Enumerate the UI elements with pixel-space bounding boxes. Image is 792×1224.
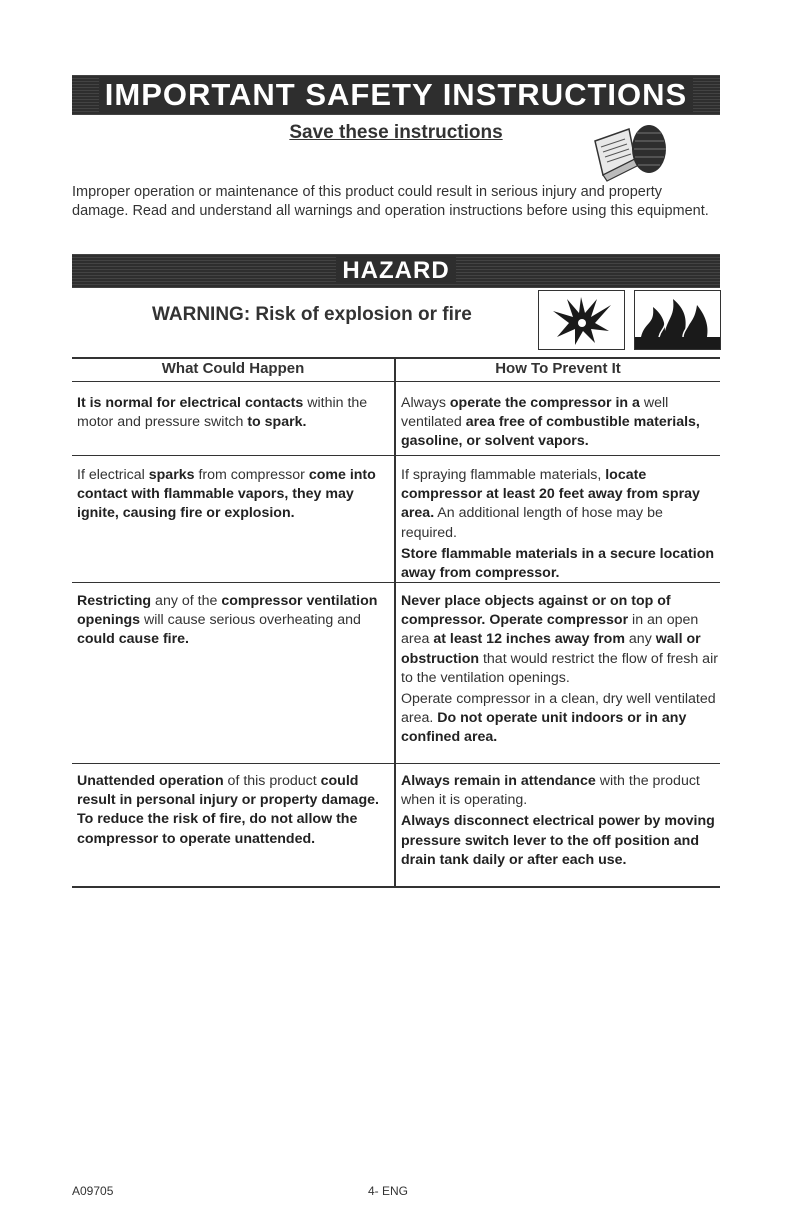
bold-text: at least 12 inches away from — [433, 631, 625, 648]
bold-text: operate the compressor in a — [449, 395, 640, 411]
table-cell-what — [77, 466, 389, 526]
bold-text: Always disconnect electrical power by moving pressure switch lever to the off position and drain tank daily or after each use. — [401, 813, 715, 868]
bold-text: It is normal for electrical contacts — [77, 395, 304, 411]
text: Operate compressor in a clean, dry well ventilated area. — [401, 691, 716, 727]
bold-text: sparks — [148, 467, 195, 483]
bold-text: could cause fire. — [77, 631, 189, 648]
bold-text: Never place objects against or on top of compressor. Operate compressor — [401, 593, 671, 629]
cell-paragraph — [401, 545, 719, 583]
table-bottom-rule — [72, 886, 720, 888]
text: that would restrict the flow of fresh air to the ventilation openings. — [401, 650, 718, 686]
cell-paragraph — [401, 466, 719, 543]
text: If electrical — [77, 467, 149, 483]
bold-text: compressor ventilation openings — [77, 593, 378, 629]
cell-paragraph — [401, 690, 719, 748]
text: in an open area — [401, 612, 699, 648]
table-cell-what — [77, 592, 389, 652]
save-instructions-heading: Save these instructions — [289, 122, 503, 143]
bold-text: locate compressor at least 20 feet away from spray area. — [401, 467, 700, 522]
cell-paragraph — [401, 772, 719, 810]
document-code: A09705 — [72, 1184, 114, 1198]
bold-text: to spark. — [247, 414, 307, 431]
manual-book-icon — [591, 119, 669, 187]
bold-text: wall or obstruction — [401, 631, 701, 667]
cell-paragraph — [77, 772, 389, 849]
text: any of the — [151, 593, 222, 609]
cell-paragraph — [77, 394, 389, 432]
bold-text: come into contact with flammable vapors, they may ignite, causing fire or explosion. — [77, 467, 376, 522]
text: with the product when it is operating. — [401, 773, 700, 809]
table-cell-how — [401, 394, 719, 454]
text: Always — [401, 395, 450, 411]
title-banner — [72, 75, 720, 115]
bold-text: Unattended operation — [77, 773, 224, 789]
cell-paragraph — [401, 592, 719, 688]
page-title: IMPORTANT SAFETY INSTRUCTIONS — [99, 77, 693, 112]
cell-paragraph — [401, 812, 719, 870]
cell-paragraph — [77, 466, 389, 524]
text: from compressor — [194, 467, 309, 483]
warning-heading: WARNING: Risk of explosion or fire — [152, 304, 472, 325]
hazard-label: HAZARD — [336, 257, 455, 284]
column-header-how: How To Prevent It — [495, 360, 621, 377]
page-number: 4- ENG — [368, 1184, 409, 1198]
table-row-divider — [72, 455, 720, 456]
table-cell-what — [77, 772, 389, 851]
text: An additional length of hose may be required. — [401, 505, 663, 541]
table-cell-what — [77, 394, 389, 434]
table-row-divider — [72, 763, 720, 764]
text: will cause serious overheating and — [140, 612, 361, 629]
text: If spraying flammable materials, — [401, 467, 606, 483]
table-top-rule — [72, 357, 720, 359]
fire-icon — [634, 290, 721, 350]
bold-text: Always remain in attendance — [401, 773, 596, 789]
bold-text: area free of combustible materials, gasoline, or solvent vapors. — [401, 414, 700, 450]
bold-text: Store flammable materials in a secure location away from compressor. — [401, 545, 715, 582]
table-cell-how — [401, 772, 719, 872]
text: any — [624, 631, 656, 648]
table-header-rule — [72, 381, 720, 382]
bold-text: Do not operate unit indoors or in any confined area. — [401, 710, 687, 746]
hazard-banner — [72, 254, 720, 288]
table-cell-how — [401, 466, 719, 585]
bold-text: Restricting — [77, 593, 152, 609]
text: of this product — [223, 773, 321, 789]
bold-text: could result in personal injury or property damage. To reduce the risk of fire, do not allow the compressor to operate unattended. — [77, 773, 379, 847]
explosion-icon — [538, 290, 625, 350]
cell-paragraph — [401, 394, 719, 452]
table-column-divider — [394, 357, 396, 887]
column-header-what: What Could Happen — [161, 360, 305, 377]
cell-paragraph — [77, 592, 389, 650]
text: well ventilated — [401, 395, 669, 431]
table-cell-how — [401, 592, 719, 750]
intro-paragraph: Improper operation or maintenance of this product could result in serious injury and property damage. Read and understand all warnings and operation instructions before using this equipment. — [72, 184, 709, 219]
text: within the motor and pressure switch — [77, 395, 368, 431]
